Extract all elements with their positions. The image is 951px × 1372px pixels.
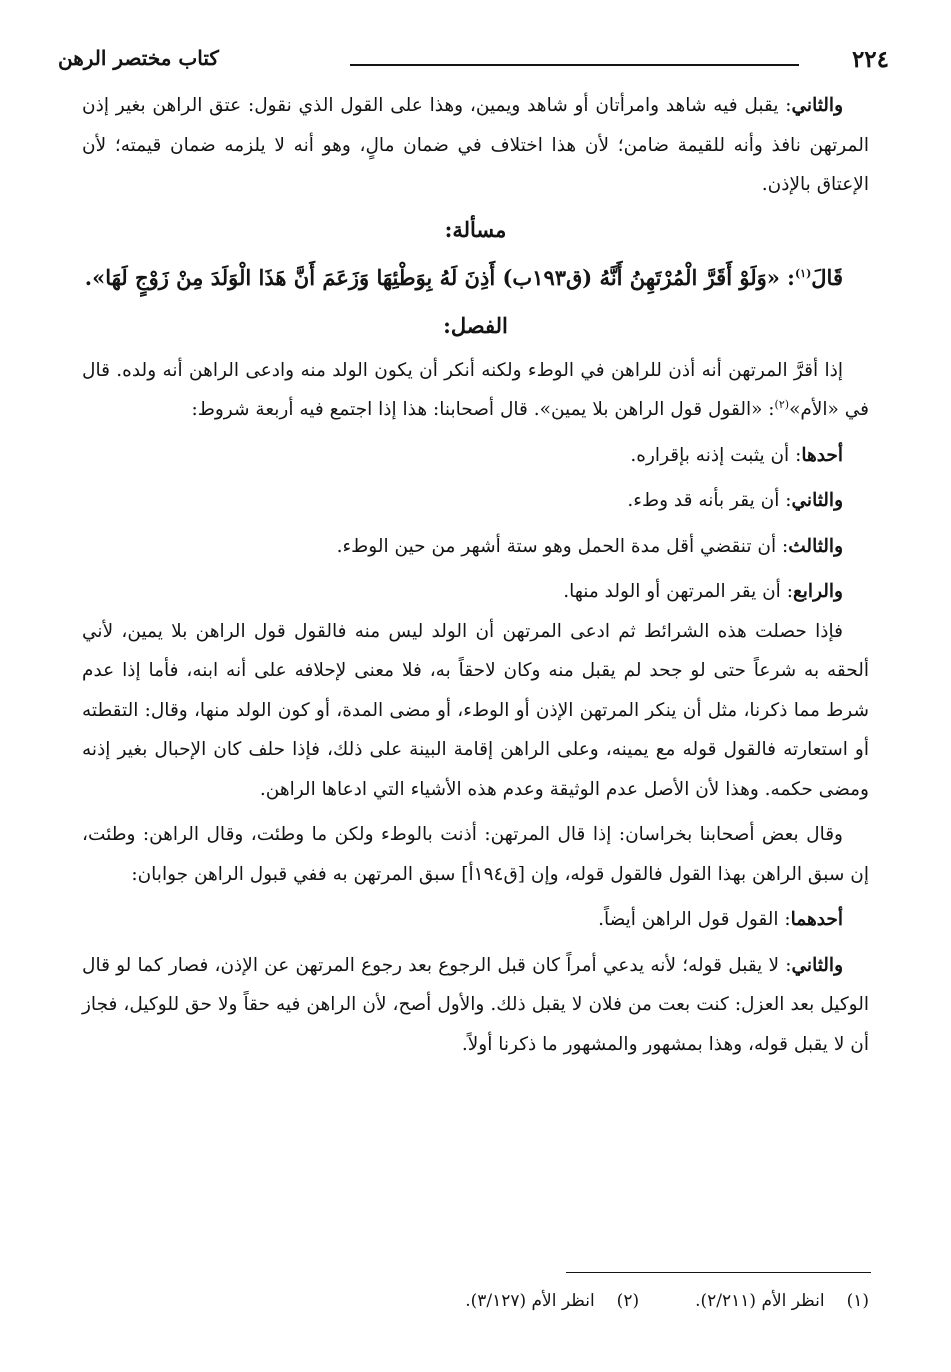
matn-qala: قَالَ <box>811 264 843 290</box>
condition-text: : أن يقر بأنه قد وطء. <box>627 490 792 511</box>
paragraph-second-opinion <box>82 86 869 205</box>
fasl-heading: الفصل: <box>443 312 508 338</box>
footnote-marker-2: (٢) <box>774 397 790 411</box>
page-number: ٢٢٤ <box>851 46 889 73</box>
paragraph-text: : يقبل فيه شاهد وامرأتان أو شاهد ويمين، وهذا على القول الذي نقول: عتق الراهن بغير إذن المرتهن نافذ وأنه للقيمة ضامن؛ لأن هذا اختلاف في ضمان مالٍ، وهو أنه لا يلزمه ضمان قيمته؛ لأن الإعتاق بالإذن. <box>82 95 869 195</box>
condition-item <box>82 481 869 521</box>
condition-item <box>82 436 869 476</box>
masala-heading: مسألة: <box>444 216 507 242</box>
condition-item <box>82 527 869 567</box>
footnote-separator <box>566 1272 871 1273</box>
answer-label: أحدهما <box>790 909 843 930</box>
answer-one <box>82 900 869 940</box>
condition-item <box>82 572 869 612</box>
footnote-text: انظر الأم (٣/١٢٧). <box>465 1291 595 1311</box>
matn-quote <box>82 255 869 301</box>
book-title: كتاب مختصر الرهن <box>58 46 219 70</box>
running-header <box>58 42 889 74</box>
condition-text: : أن يثبت إذنه بإقراره. <box>630 444 802 466</box>
answer-two <box>82 946 869 1065</box>
condition-text: : أن تنقضي أقل مدة الحمل وهو ستة أشهر من حين الوطء. <box>336 535 789 557</box>
answer-label: والثاني <box>791 954 843 976</box>
footnotes <box>82 1288 869 1314</box>
condition-label: أحدها <box>801 444 843 466</box>
condition-text: : أن يقر المرتهن أو الولد منها. <box>563 581 793 602</box>
paragraph-fasl <box>82 351 869 430</box>
footnote-marker-1: (١) <box>794 266 812 280</box>
page-body <box>82 86 869 1064</box>
answer-text: : لا يقبل قوله؛ لأنه يدعي أمراً كان قبل الرجوع بعد رجوع المرتهن عن الإذن، فصار كما لو قال الوكيل بعد العزل: كنت بعت من فلان لا يقبل ذلك. والأول أصح، لأن الراهن فيه حقاً ولا حق للوكيل، فجاز أن لا يقبل قوله، وهذا بمشهور والمشهور ما ذكرنا أولاً. <box>82 954 869 1055</box>
footnote-1 <box>695 1288 869 1314</box>
condition-label: والثاني <box>791 490 843 511</box>
paragraph-label: والثاني <box>791 95 843 116</box>
answer-text: : القول قول الراهن أيضاً. <box>598 909 791 930</box>
footnote-text: انظر الأم (٢/٢١١). <box>695 1291 825 1311</box>
condition-label: والثالث <box>788 535 843 557</box>
header-rule <box>350 64 799 66</box>
paragraph-conditions-met: فإذا حصلت هذه الشرائط ثم ادعى المرتهن أن الولد ليس منه فالقول قول الراهن بلا يمين، لأني ألحقه به شرعاً حتى لو جحد لم يقبل منه وكان لاحقاً به، فلا معنى لإحلافه على أنه ابنه، فأما إذا عدم شرط مما ذكرنا، مثل أن ينكر المرتهن الإذن أو الوطء، أو مضى المدة، أو كون الولد منها، وقال: التقطته أو استعارته فالقول قوله مع يمينه، وعلى الراهن إقامة البينة على ذلك، فإذا حلف كان الإحبال بغير إذنه ومضى حكمه. وهذا لأن الأصل عدم الوثيقة وعدم هذه الأشياء التي ادعاها الراهن. <box>82 620 869 800</box>
footnote-2 <box>465 1288 639 1314</box>
paragraph-khurasan: وقال بعض أصحابنا بخراسان: إذا قال المرتهن: أذنت بالوطء ولكن ما وطئت، وقال الراهن: وطئت، إن سبق الراهن بهذا القول فالقول قوله، وإن [ق١٩٤أ] سبق المرتهن به ففي قبول الراهن جوابان: <box>82 824 869 885</box>
fasl-text-part2: : «القول قول الراهن بلا يمين». قال أصحابنا: هذا إذا اجتمع فيه أربعة شروط: <box>191 399 775 420</box>
fasl-text-part1: إذا أقرَّ المرتهن أنه أذن للراهن في الوطء ولكنه أنكر أن يكون الولد منه وادعى الراهن أنه ولده. قال في «الأم» <box>82 359 869 420</box>
footnote-number: (٢) <box>616 1291 640 1311</box>
footnote-number: (١) <box>846 1291 869 1311</box>
condition-label: والرابع <box>792 581 843 602</box>
matn-text: : «وَلَوْ أَقَرَّ الْمُرْتَهِنُ أَنَّهُ (ق١٩٣ب) أَذِنَ لَهُ بِوَطْئِهَا وَزَعَمَ أَنَّ هَذَا الْوَلَدَ مِنْ زَوْجٍ لَهَا». <box>84 264 795 290</box>
